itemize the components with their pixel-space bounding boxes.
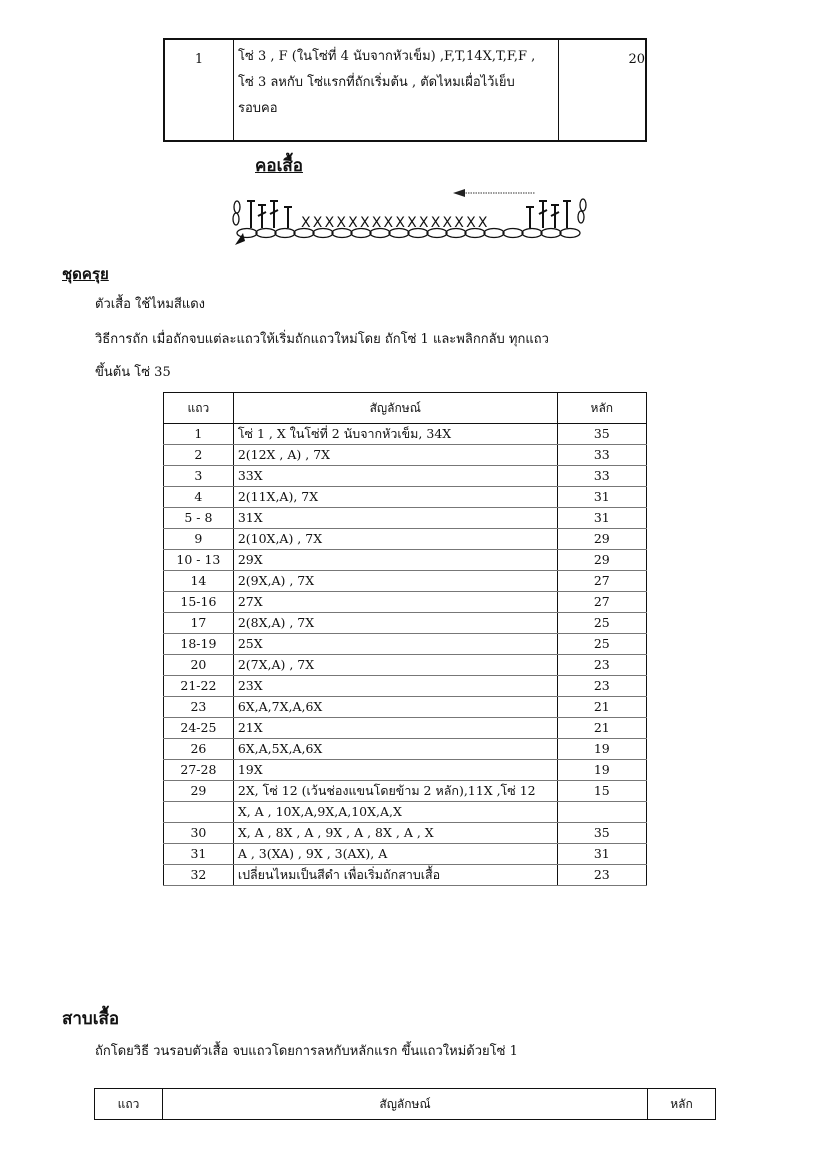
table-row bbox=[164, 697, 647, 718]
table-header-row bbox=[164, 393, 647, 424]
row-cell: 5 - 8 bbox=[164, 508, 234, 529]
start-marker-icon bbox=[235, 233, 245, 245]
stitches-cell: 29 bbox=[557, 529, 646, 550]
header-symbols: สัญลักษณ์ bbox=[233, 393, 557, 424]
table-row bbox=[164, 634, 647, 655]
section-title-gown: ชุดครุย bbox=[62, 265, 109, 283]
stitches-cell: 27 bbox=[557, 592, 646, 613]
table-row bbox=[164, 844, 647, 865]
table-row bbox=[164, 760, 647, 781]
neck-diagram bbox=[225, 183, 595, 255]
symbols-cell: 2(11X,A), 7X bbox=[233, 487, 557, 508]
table-row bbox=[164, 739, 647, 760]
left-chain-loops bbox=[233, 201, 240, 225]
symbols-cell: 29X bbox=[233, 550, 557, 571]
row-cell bbox=[164, 802, 234, 823]
row-cell: 32 bbox=[164, 865, 234, 886]
table-row bbox=[164, 718, 647, 739]
row-cell: 10 - 13 bbox=[164, 550, 234, 571]
symbols-cell: 2(10X,A) , 7X bbox=[233, 529, 557, 550]
header-row: แถว bbox=[164, 393, 234, 424]
symbols-cell: 6X,A,7X,A,6X bbox=[233, 697, 557, 718]
symbols-cell: X, A , 10X,A,9X,A,10X,A,X bbox=[233, 802, 557, 823]
symbols-cell: 19X bbox=[233, 760, 557, 781]
table-row bbox=[164, 676, 647, 697]
stitches-cell: 31 bbox=[557, 487, 646, 508]
table-row bbox=[164, 655, 647, 676]
symbols-cell: 2(12X , A) , 7X bbox=[233, 445, 557, 466]
table-row bbox=[164, 802, 647, 823]
row-cell: 3 bbox=[164, 466, 234, 487]
section1-line3: ขึ้นต้น โซ่ 35 bbox=[95, 365, 171, 380]
row-cell: 9 bbox=[164, 529, 234, 550]
stitches-cell bbox=[557, 802, 646, 823]
stitches-cell: 23 bbox=[557, 865, 646, 886]
neck-diagram-stitches: XXXXXXXXXXXXXXXX bbox=[301, 215, 490, 231]
row-cell: 14 bbox=[164, 571, 234, 592]
symbols-cell: 2(8X,A) , 7X bbox=[233, 613, 557, 634]
top-table-symbols-line1: โซ่ 3 , F (ในโซ่ที่ 4 นับจากหัวเข็ม) ,F,T,14X,T,F,F , bbox=[238, 49, 536, 64]
stitches-cell: 31 bbox=[557, 508, 646, 529]
row-cell: 29 bbox=[164, 781, 234, 802]
symbols-cell: เปลี่ยนไหมเป็นสีดำ เพื่อเริ่มถักสาบเสื้อ bbox=[233, 865, 557, 886]
symbols-cell: A , 3(XA) , 9X , 3(AX), A bbox=[233, 844, 557, 865]
symbols-cell: 33X bbox=[233, 466, 557, 487]
stitches-cell: 27 bbox=[557, 571, 646, 592]
symbols-cell: 2(9X,A) , 7X bbox=[233, 571, 557, 592]
table-row bbox=[164, 865, 647, 886]
body-table bbox=[163, 392, 647, 886]
neck-title: คอเสื้อ bbox=[255, 156, 303, 176]
table-row bbox=[164, 445, 647, 466]
row-cell: 2 bbox=[164, 445, 234, 466]
table-row bbox=[164, 592, 647, 613]
symbols-cell: โซ่ 1 , X ในโซ่ที่ 2 นับจากหัวเข็ม, 34X bbox=[233, 424, 557, 445]
stitches-cell: 35 bbox=[557, 424, 646, 445]
symbols-cell: X, A , 8X , A , 9X , A , 8X , A , X bbox=[233, 823, 557, 844]
stitches-cell: 23 bbox=[557, 655, 646, 676]
section-title-placket: สาบเสื้อ bbox=[62, 1009, 120, 1029]
row-cell: 1 bbox=[164, 424, 234, 445]
stitches-cell: 19 bbox=[557, 739, 646, 760]
symbols-cell: 25X bbox=[233, 634, 557, 655]
stitches-cell: 25 bbox=[557, 634, 646, 655]
stitches-cell: 33 bbox=[557, 445, 646, 466]
stitches-cell: 21 bbox=[557, 697, 646, 718]
stitches-cell: 19 bbox=[557, 760, 646, 781]
symbols-cell: 2X, โซ่ 12 (เว้นช่องแขนโดยข้าม 2 หลัก),11X ,โซ่ 12 bbox=[233, 781, 557, 802]
symbols-cell: 31X bbox=[233, 508, 557, 529]
row-cell: 15-16 bbox=[164, 592, 234, 613]
placket-table bbox=[94, 1088, 716, 1120]
top-table-symbols-line3: รอบคอ bbox=[238, 101, 278, 116]
row-cell: 20 bbox=[164, 655, 234, 676]
stitches-cell: 21 bbox=[557, 718, 646, 739]
top-table-symbols bbox=[234, 40, 559, 140]
right-stitch-symbols bbox=[526, 201, 571, 228]
header-symbols: สัญลักษณ์ bbox=[162, 1089, 647, 1120]
stitches-cell: 15 bbox=[557, 781, 646, 802]
row-cell: 18-19 bbox=[164, 634, 234, 655]
symbols-cell: 27X bbox=[233, 592, 557, 613]
table-row bbox=[164, 529, 647, 550]
table-row bbox=[164, 823, 647, 844]
top-table-symbols-line2: โซ่ 3 ลหกับ โซ่แรกที่ถักเริ่มต้น , ตัดไหมเผื่อไว้เย็บ bbox=[238, 75, 515, 90]
symbols-cell: 2(7X,A) , 7X bbox=[233, 655, 557, 676]
row-cell: 17 bbox=[164, 613, 234, 634]
stitches-cell: 23 bbox=[557, 676, 646, 697]
row-cell: 31 bbox=[164, 844, 234, 865]
row-cell: 4 bbox=[164, 487, 234, 508]
row-cell: 27-28 bbox=[164, 760, 234, 781]
table-row bbox=[164, 781, 647, 802]
table-row bbox=[164, 424, 647, 445]
stitches-cell: 33 bbox=[557, 466, 646, 487]
stitches-cell: 31 bbox=[557, 844, 646, 865]
table-row bbox=[164, 571, 647, 592]
right-chain-loops bbox=[578, 199, 586, 223]
symbols-cell: 23X bbox=[233, 676, 557, 697]
header-stitches: หลัก bbox=[648, 1089, 716, 1120]
direction-arrow-icon bbox=[453, 189, 535, 197]
section2-line1: ถักโดยวิธี วนรอบตัวเสื้อ จบแถวโดยการลหกับหลักแรก ขึ้นแถวใหม่ด้วยโซ่ 1 bbox=[95, 1044, 518, 1059]
left-stitch-symbols bbox=[247, 201, 292, 228]
section1-line2: วิธีการถัก เมื่อถักจบแต่ละแถวให้เริ่มถักแถวใหม่โดย ถักโซ่ 1 และพลิกกลับ ทุกแถว bbox=[95, 332, 549, 347]
top-table-row: 1 bbox=[165, 40, 234, 140]
row-cell: 23 bbox=[164, 697, 234, 718]
table-row bbox=[164, 487, 647, 508]
table-row bbox=[164, 466, 647, 487]
table-row bbox=[164, 550, 647, 571]
row-cell: 21-22 bbox=[164, 676, 234, 697]
row-cell: 24-25 bbox=[164, 718, 234, 739]
table-header-row bbox=[95, 1089, 716, 1120]
header-row: แถว bbox=[95, 1089, 163, 1120]
section1-line1: ตัวเสื้อ ใช้ไหมสีแดง bbox=[95, 297, 206, 312]
header-stitches: หลัก bbox=[557, 393, 646, 424]
stitches-cell: 29 bbox=[557, 550, 646, 571]
top-table-stitches: 20 bbox=[628, 52, 645, 67]
stitches-cell: 25 bbox=[557, 613, 646, 634]
symbols-cell: 6X,A,5X,A,6X bbox=[233, 739, 557, 760]
symbols-cell: 21X bbox=[233, 718, 557, 739]
row-cell: 30 bbox=[164, 823, 234, 844]
table-row bbox=[164, 613, 647, 634]
top-table bbox=[163, 38, 647, 142]
row-cell: 26 bbox=[164, 739, 234, 760]
stitches-cell: 35 bbox=[557, 823, 646, 844]
table-row bbox=[164, 508, 647, 529]
